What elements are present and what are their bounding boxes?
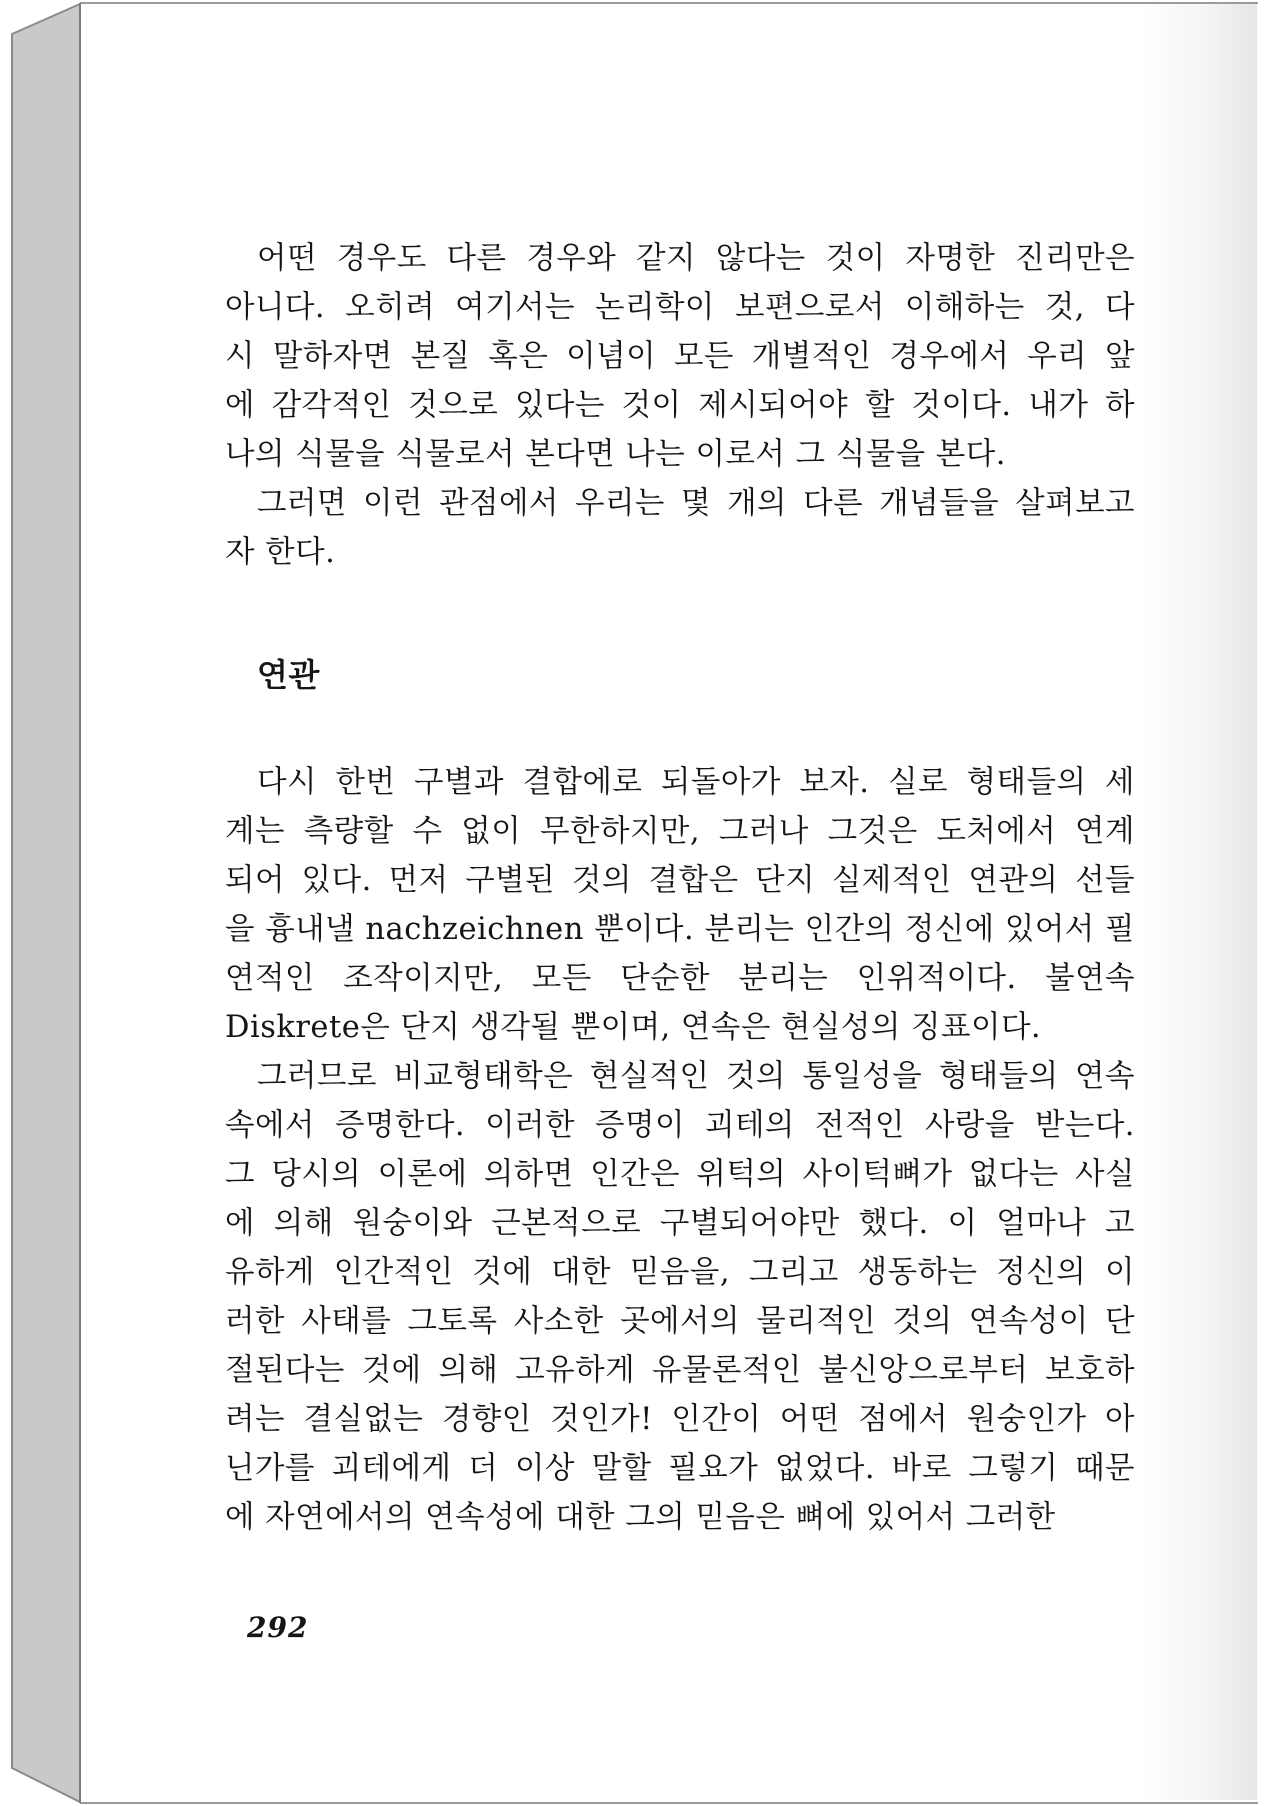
text-line: 절된다는 것에 의해 고유하게 유물론적인 불신앙으로부터 보호하: [225, 1353, 1135, 1388]
top-section: [225, 234, 1135, 577]
text-line: 다시 한번 구별과 결합에로 되돌아가 보자. 실로 형태들의 세: [257, 765, 1135, 800]
text-line: 속에서 증명한다. 이러한 증명이 괴테의 전적인 사랑을 받는다.: [225, 1108, 1135, 1143]
text-line: 그러므로 비교형태학은 현실적인 것의 통일성을 형태들의 연속: [257, 1059, 1135, 1094]
book-spine: [12, 4, 80, 1802]
text-line: 시 말하자면 본질 혹은 이념이 모든 개별적인 경우에서 우리 앞: [225, 339, 1135, 374]
text-line: 에 의해 원숭이와 근본적으로 구별되어야만 했다. 이 얼마나 고: [225, 1206, 1135, 1241]
page-number: 292: [247, 1611, 309, 1644]
paragraph: [225, 479, 1135, 577]
text-line: 에 감각적인 것으로 있다는 것이 제시되어야 할 것이다. 내가 하: [225, 388, 1135, 423]
text-line: 자 한다.: [225, 535, 336, 570]
section-heading: 연관: [257, 656, 320, 694]
text-line: 그 당시의 이론에 의하면 인간은 위턱의 사이턱뼈가 없다는 사실: [225, 1157, 1135, 1192]
text-line: 유하게 인간적인 것에 대한 믿음을, 그리고 생동하는 정신의 이: [225, 1255, 1135, 1290]
text-line: 계는 측량할 수 없이 무한하지만, 그러나 그것은 도처에서 연계: [225, 814, 1135, 849]
page-body: [225, 234, 1135, 1542]
paragraph: [225, 1052, 1135, 1542]
text-line: Diskrete은 단지 생각될 뿐이며, 연속은 현실성의 징표이다.: [225, 1010, 1042, 1045]
text-line: 되어 있다. 먼저 구별된 것의 결합은 단지 실제적인 연관의 선들: [225, 863, 1135, 898]
text-line: 에 자연에서의 연속성에 대한 그의 믿음은 뼈에 있어서 그러한: [225, 1500, 1056, 1535]
text-line: 닌가를 괴테에게 더 이상 말할 필요가 없었다. 바로 그렇기 때문: [225, 1451, 1135, 1486]
text-line: 어떤 경우도 다른 경우와 같지 않다는 것이 자명한 진리만은: [257, 241, 1135, 276]
bottom-section: [225, 758, 1135, 1542]
paragraph: [225, 758, 1135, 1052]
text-line: 아니다. 오히려 여기서는 논리학이 보편으로서 이해하는 것, 다: [225, 290, 1135, 325]
text-line: 을 흉내낼 nachzeichnen 뿐이다. 분리는 인간의 정신에 있어서 필: [225, 912, 1135, 947]
text-line: 그러면 이런 관점에서 우리는 몇 개의 다른 개념들을 살펴보고: [257, 486, 1135, 521]
text-line: 나의 식물을 식물로서 본다면 나는 이로서 그 식물을 본다.: [225, 437, 1006, 472]
text-line: 러한 사태를 그토록 사소한 곳에서의 물리적인 것의 연속성이 단: [225, 1304, 1135, 1339]
text-line: 려는 결실없는 경향인 것인가! 인간이 어떤 점에서 원숭인가 아: [225, 1402, 1135, 1437]
text-line: 연적인 조작이지만, 모든 단순한 분리는 인위적이다. 불연속: [225, 961, 1135, 996]
paragraph: [225, 234, 1135, 479]
